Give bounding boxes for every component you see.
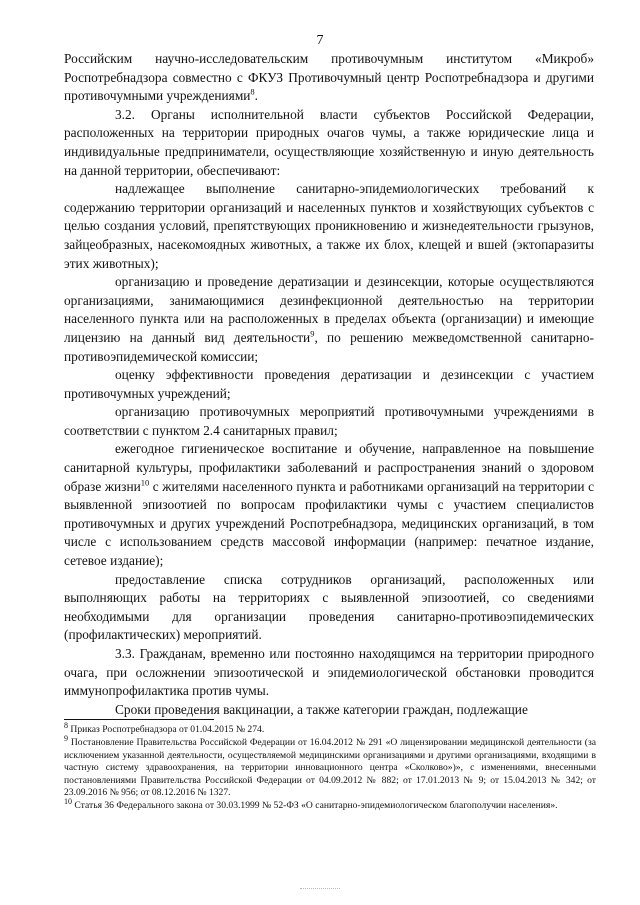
paragraph-item-education: [64, 440, 594, 570]
body-text: [64, 50, 594, 719]
paragraph-text: Российским научно-исследовательским противочумным институтом «Микроб» Роспотребнадзора совместно с ФКУЗ Противочумный центр Роспотребнадзора и другими противочумными учреждениями: [64, 51, 594, 104]
paragraph-text: с жителями населенного пункта и работниками организаций на территории с выявленной эпизоотией по вопросам профилактики чумы с участием специалистов противочумных и других учреждений Роспотребнадзора, медицинских организаций, в том числе с использованием средств массовой информации (например: печатное издание, сетевое издание);: [64, 478, 594, 569]
footnote-number: 10: [64, 797, 72, 807]
footnote-10: [64, 797, 596, 812]
paragraph-item-organization: организацию противочумных мероприятий противочумными учреждениями в соответствии с пунктом 2.4 санитарных правил;: [64, 404, 594, 438]
footnote-divider: [64, 719, 214, 720]
paragraph-item-deratization: [64, 273, 594, 366]
footnote-ref: 9: [310, 328, 315, 339]
footnote-8: [64, 720, 596, 736]
paragraph-3-2: 3.2. Органы исполнительной власти субъектов Российской Федерации, расположенных на территории природных очагов чумы, а также юридические лица и индивидуальные предприниматели, осуществляющие хозяйственную и иную деятельность на данной территории, обеспечивают:: [64, 106, 594, 178]
paragraph-end: .: [254, 88, 259, 104]
footnote-9: [64, 734, 596, 799]
paragraph-text: организацию и проведение дератизации и дезинсекции, которые осуществляются организациями, занимающимися дезинфекционной деятельностью на территории населенного пункта или на расположенных в пределах объекта (организации) и имеющие лицензию на данный вид деятельности: [64, 274, 594, 345]
paragraph-text: , по решению межведомственной санитарно-противоэпидемической комиссии;: [64, 329, 595, 364]
paragraph-item-maintenance: надлежащее выполнение санитарно-эпидемиологических требований к содержанию территории организаций и населенных пунктов и хозяйствующих субъектов с целью создания условий, препятствующих проникновению и жизнедеятельности грызунов, зайцеобразных, насекомоядных животных, а также их блох, клещей и вшей (эктопаразиты этих животных);: [64, 181, 594, 271]
footnote-text: Статья 36 Федерального закона от 30.03.1999 № 52-ФЗ «О санитарно-эпидемиологическом благополучии населения».: [74, 800, 558, 812]
page-number: 7: [316, 33, 324, 48]
footnote-ref: 10: [140, 477, 150, 488]
paragraph-3-3: 3.3. Гражданам, временно или постоянно находящимся на территории природного очага, при осложнении эпизоотической и эпидемиологической обстановки проводится иммунопрофилактика против чумы.: [64, 646, 594, 699]
footnotes: [64, 720, 596, 814]
paragraph-continuation: [64, 50, 594, 106]
footnote-text: Приказ Роспотребнадзора от 01.04.2015 № 274.: [70, 724, 265, 735]
scan-artifact: [300, 888, 340, 889]
footnote-text: Постановление Правительства Российской Федерации от 16.04.2012 № 291 «О лицензировании медицинской деятельности (за исключением указанной деятельности, осуществляемой медицинскими организациями и другими организациями, входящими в частную систему здравоохранения, на территории инновационного центра «Сколково»)», с изменениями, внесенными постановлениями Правительства Российской Федерации от 04.09.2012 № 882; от 17.01.2013 № 9; от 15.04.2013 № 342; от 23.09.2016 № 956; от 08.12.2016 № 1327.: [64, 737, 596, 799]
paragraph-vaccination: Сроки проведения вакцинации, а также категории граждан, подлежащие: [115, 701, 528, 717]
footnote-number: 8: [64, 720, 68, 730]
footnote-number: 9: [64, 734, 68, 744]
footnote-ref: 8: [250, 86, 255, 97]
paragraph-item-evaluation: оценку эффективности проведения дератизации и дезинсекции с участием противочумных учреждений;: [64, 367, 594, 401]
paragraph-item-staff-list: предоставление списка сотрудников организаций, расположенных или выполняющих работы на территориях с выявленной эпизоотией, со сведениями необходимыми для организации проведения санитарно-противоэпидемических (профилактических) мероприятий.: [64, 571, 594, 643]
paragraph-text: ежегодное гигиеническое воспитание и обучение, направленное на повышение санитарной культуры, профилактики заболеваний и распространения знаний о здоровом образе жизни: [64, 441, 594, 494]
